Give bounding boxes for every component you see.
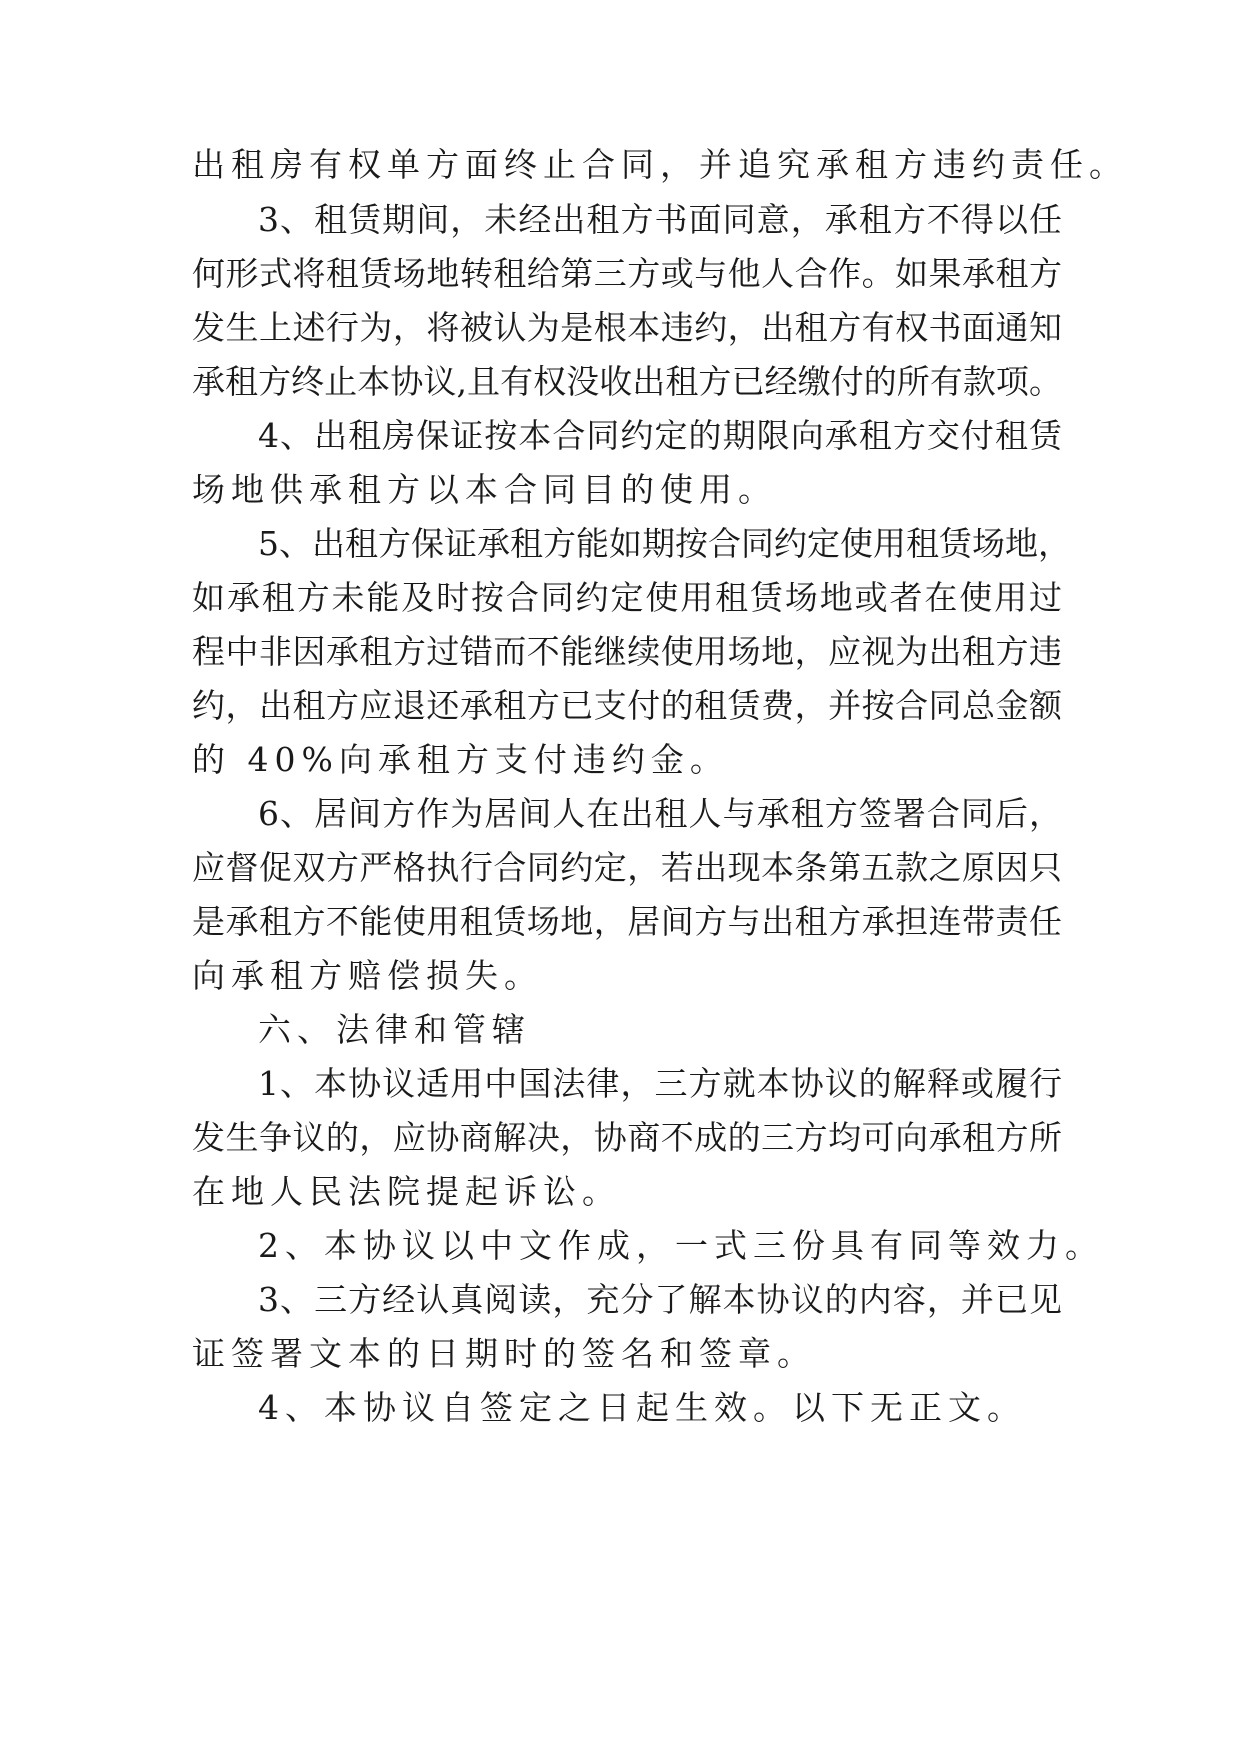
text-line: 如承租方未能及时按合同约定使用租赁场地或者在使用过 xyxy=(192,578,1062,617)
text-line: 在地人民法院提起诉讼。 xyxy=(192,1172,621,1211)
text-line: 场地供承租方以本合同目的使用。 xyxy=(192,470,777,509)
text-line: 1、本协议适用中国法律，三方就本协议的解释或履行 xyxy=(258,1064,1062,1103)
text-line: 承租方终止本协议,且有权没收出租方已经缴付的所有款项。 xyxy=(192,362,1062,401)
text-line: 5、出租方保证承租方能如期按合同约定使用租赁场地， xyxy=(258,524,1071,563)
text-line: 的 40%向承租方支付违约金。 xyxy=(192,740,729,779)
text-line: 应督促双方严格执行合同约定，若出现本条第五款之原因只 xyxy=(192,848,1062,887)
section-heading: 六、法律和管辖 xyxy=(258,1010,531,1049)
text-line: 程中非因承租方过错而不能继续使用场地，应视为出租方违 xyxy=(192,632,1062,671)
text-line: 何形式将租赁场地转租给第三方或与他人合作。如果承租方 xyxy=(192,254,1062,293)
text-line: 6、居间方作为居间人在出租人与承租方签署合同后， xyxy=(258,794,1062,833)
text-line: 发生上述行为，将被认为是根本违约，出租方有权书面通知 xyxy=(192,308,1062,347)
text-line: 向承租方赔偿损失。 xyxy=(192,956,543,995)
text-line: 2、本协议以中文作成，一式三份具有同等效力。 xyxy=(258,1226,1104,1265)
text-line: 4、出租房保证按本合同约定的期限向承租方交付租赁 xyxy=(258,416,1062,455)
text-line: 3、租赁期间，未经出租方书面同意，承租方不得以任 xyxy=(258,200,1062,239)
text-line: 证签署文本的日期时的签名和签章。 xyxy=(192,1334,816,1373)
text-line: 是承租方不能使用租赁场地，居间方与出租方承担连带责任 xyxy=(192,902,1062,941)
text-line: 4、本协议自签定之日起生效。以下无正文。 xyxy=(258,1388,1026,1427)
text-line: 出租房有权单方面终止合同，并追究承租方违约责任。 xyxy=(192,145,1128,184)
text-line: 发生争议的，应协商解决，协商不成的三方均可向承租方所 xyxy=(192,1118,1062,1157)
text-line: 约，出租方应退还承租方已支付的租赁费，并按合同总金额 xyxy=(192,686,1062,725)
text-line: 3、三方经认真阅读，充分了解本协议的内容，并已见 xyxy=(258,1280,1062,1319)
